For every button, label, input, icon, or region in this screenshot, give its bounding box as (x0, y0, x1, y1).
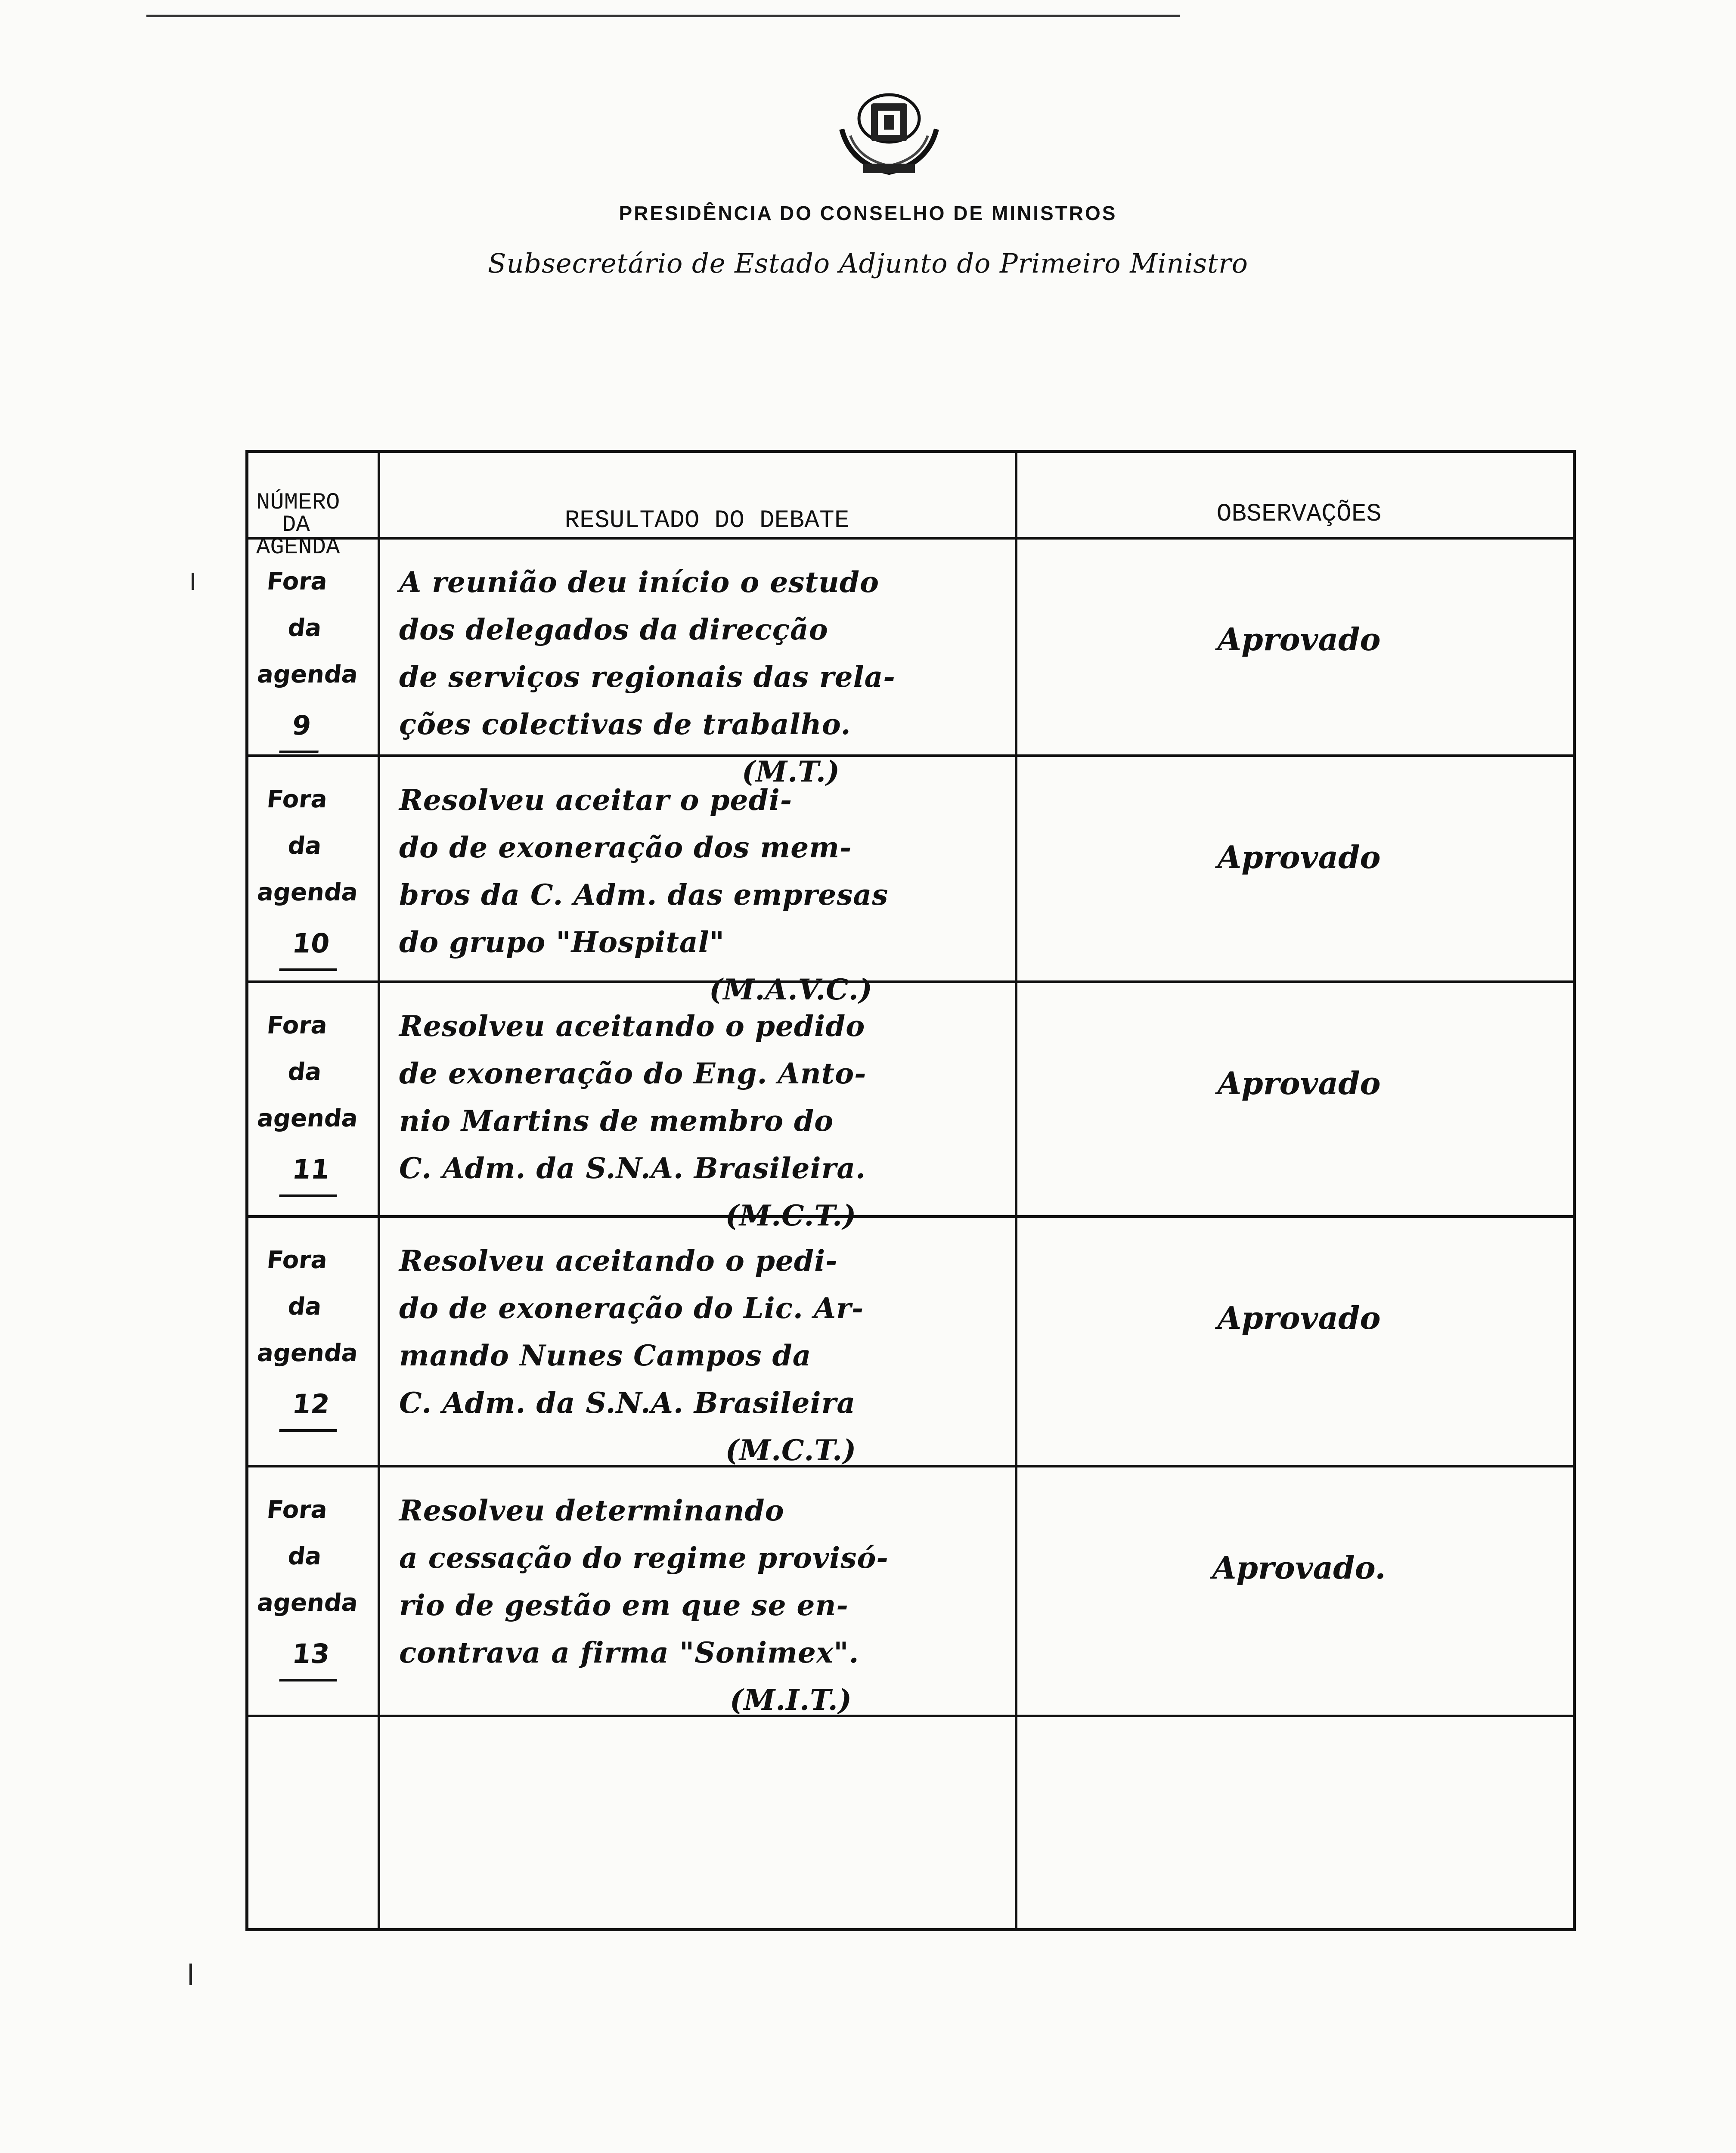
result-line: de exoneração do Eng. Anto- (399, 1057, 867, 1090)
header-line: DA (282, 512, 310, 538)
result-line: contrava a firma "Sonimex". (399, 1636, 859, 1669)
agenda-number-cell (249, 1487, 399, 1681)
observation-cell: Aprovado (1217, 1065, 1381, 1101)
agenda-text: Fora (265, 568, 329, 596)
result-line: do grupo "Hospital" (399, 925, 725, 959)
result-line: A reunião deu início o estudo (399, 565, 880, 599)
agenda-text: agenda (256, 1104, 360, 1132)
ministry-reference: (M.A.V.C.) (709, 973, 873, 1006)
observation-cell: Aprovado (1217, 839, 1381, 875)
agenda-text: da (286, 1293, 323, 1321)
agenda-text: Fora (265, 785, 329, 813)
result-line: Resolveu aceitando o pedido (399, 1009, 865, 1043)
agenda-text: agenda (256, 1339, 360, 1367)
ministry-reference: (M.C.T.) (725, 1433, 857, 1467)
agenda-text: da (286, 832, 323, 860)
header-line: NÚMERO (256, 490, 340, 516)
item-number: 13 (279, 1631, 342, 1681)
agenda-text: agenda (256, 878, 360, 906)
result-line: C. Adm. da S.N.A. Brasileira. (399, 1151, 866, 1185)
result-line: ções colectivas de trabalho. (399, 707, 851, 741)
agenda-text: agenda (256, 661, 360, 689)
result-cell (399, 776, 1019, 1013)
result-line: bros da C. Adm. das empresas (399, 878, 889, 912)
column-header-observations: OBSERVAÇÕES (1216, 500, 1382, 528)
institution-heading: PRESIDÊNCIA DO CONSELHO DE MINISTROS (619, 202, 1117, 224)
agenda-text: Fora (265, 1246, 329, 1274)
agenda-text: Fora (265, 1011, 329, 1039)
result-cell (399, 1487, 1019, 1724)
result-line: do de exoneração dos mem- (399, 831, 852, 864)
table-row (248, 983, 1573, 1232)
agenda-number-cell (249, 1237, 399, 1432)
column-header-result: RESULTADO DO DEBATE (564, 507, 849, 535)
result-line: Resolveu aceitando o pedi- (399, 1244, 838, 1278)
ministry-reference: (M.I.T.) (730, 1683, 852, 1717)
result-line: a cessação do regime provisó- (399, 1541, 889, 1575)
agenda-text: da (286, 1542, 323, 1570)
coat-of-arms-icon (833, 88, 945, 181)
table-row (248, 757, 1573, 1006)
result-line: do de exoneração do Lic. Ar- (399, 1291, 864, 1325)
office-subheading: Subsecretário de Estado Adjunto do Primeiro Ministro (488, 248, 1248, 279)
scan-edge-line (146, 15, 1180, 17)
result-line: C. Adm. da S.N.A. Brasileira (399, 1386, 856, 1420)
agenda-text: Fora (265, 1496, 329, 1524)
header-line: AGENDA (256, 534, 340, 561)
observation-cell: Aprovado. (1212, 1549, 1386, 1586)
observation-cell: Aprovado (1217, 1300, 1381, 1336)
margin-mark (189, 1964, 192, 1985)
result-line: Resolveu determinando (399, 1494, 784, 1527)
result-line: mando Nunes Campos da (399, 1339, 812, 1372)
result-line: nio Martins de membro do (399, 1104, 834, 1138)
agenda-number-cell (249, 558, 399, 753)
item-number: 9 (279, 702, 324, 753)
result-cell (399, 1237, 1019, 1474)
ministry-reference: (M.T.) (741, 755, 840, 788)
minutes-table (245, 450, 1576, 1931)
margin-mark (192, 573, 194, 590)
observation-cell: Aprovado (1217, 621, 1381, 658)
result-line: dos delegados da direcção (399, 613, 828, 646)
table-row (248, 1218, 1573, 1465)
agenda-text: agenda (256, 1589, 360, 1617)
table-row (248, 534, 1573, 788)
item-number: 12 (279, 1381, 342, 1432)
result-line: Resolveu aceitar o pedi- (399, 783, 793, 817)
agenda-text: da (286, 614, 323, 642)
agenda-number-cell (249, 1002, 399, 1197)
agenda-text: da (286, 1058, 323, 1086)
result-line: de serviços regionais das rela- (399, 660, 896, 694)
result-line: rio de gestão em que se en- (399, 1588, 849, 1622)
table-row (248, 1467, 1573, 1715)
result-cell (399, 1002, 1019, 1239)
item-number: 11 (279, 1146, 342, 1197)
agenda-number-cell (249, 776, 399, 971)
ministry-reference: (M.C.T.) (725, 1199, 857, 1232)
item-number: 10 (279, 920, 342, 971)
